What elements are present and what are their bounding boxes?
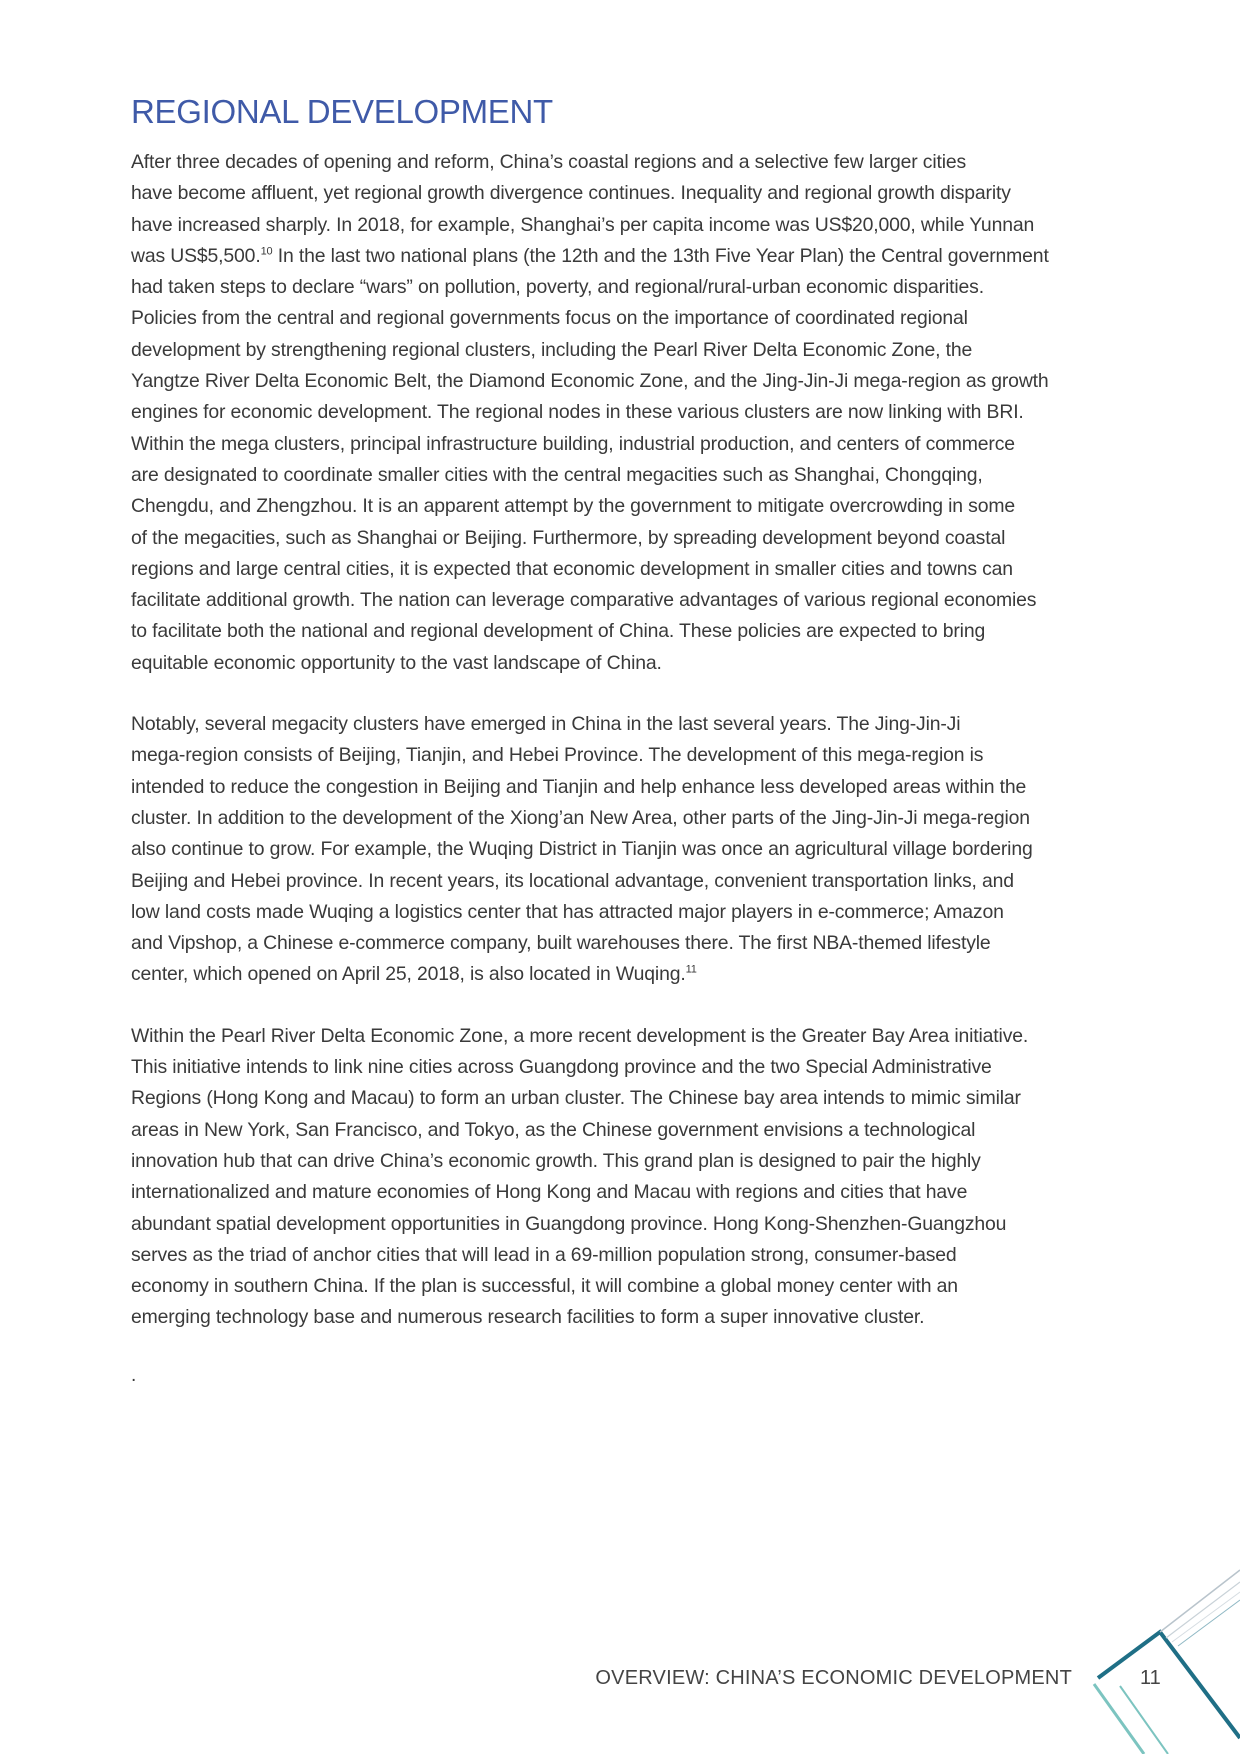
paragraph-line: cluster. In addition to the development of the Xiong’an New Area, other parts of the Jing-Jin-Ji mega-region	[131, 806, 1030, 829]
paragraph-line: Regions (Hong Kong and Macau) to form an urban cluster. The Chinese bay area intends to mimic similar	[131, 1087, 1021, 1110]
paragraph-line-start: center, which opened on April 25, 2018, is also located in Wuqing.	[131, 963, 686, 986]
paragraph-line: to facilitate both the national and regional development of China. These policies are expected to bring	[131, 620, 986, 643]
paragraph-line: mega-region consists of Beijing, Tianjin, and Hebei Province. The development of this mega-region is	[131, 744, 984, 767]
paragraph-line: internationalized and mature economies of Hong Kong and Macau with regions and cities that have	[131, 1181, 968, 1204]
corner-gray-line	[1166, 1582, 1240, 1638]
corner-teal-line	[1178, 1600, 1240, 1646]
paragraph-line: and Vipshop, a Chinese e-commerce company, built warehouses there. The first NBA-themed lifestyle	[131, 932, 991, 955]
paragraph-line: This initiative intends to link nine cities across Guangdong province and the two Special Administrative	[131, 1056, 992, 1079]
paragraph-line: regions and large central cities, it is expected that economic development in smaller cities and towns can	[131, 557, 1013, 580]
paragraph-line: have increased sharply. In 2018, for example, Shanghai’s per capita income was US$20,000, while Yunnan	[131, 213, 1035, 236]
paragraph-line: Yangtze River Delta Economic Belt, the Diamond Economic Zone, and the Jing-Jin-Ji mega-region as growth	[131, 370, 1049, 393]
paragraph-line: emerging technology base and numerous research facilities to form a super innovative cluster.	[131, 1306, 925, 1329]
paragraph-line: are designated to coordinate smaller cities with the central megacities such as Shanghai, Chongqing,	[131, 463, 983, 486]
paragraph-line: engines for economic development. The regional nodes in these various clusters are now linking with BRI.	[131, 401, 1024, 424]
paragraph-line-start: was US$5,500.	[131, 244, 261, 267]
paragraph-line: Chengdu, and Zhengzhou. It is an apparent attempt by the government to mitigate overcrowding in some	[131, 495, 1015, 518]
corner-dark-teal-stroke	[1098, 1632, 1240, 1738]
paragraph-line: Policies from the central and regional governments focus on the importance of coordinated regional	[131, 307, 968, 330]
footnote-ref-10: 10	[260, 245, 273, 258]
corner-decoration-graphic	[1080, 1560, 1240, 1754]
paragraph-line: serves as the triad of anchor cities that will lead in a 69-million population strong, consumer-based	[131, 1243, 957, 1266]
paragraph-3	[131, 1021, 1141, 1334]
paragraph-line: areas in New York, San Francisco, and Tokyo, as the Chinese government envisions a technological	[131, 1118, 976, 1141]
paragraph-line: have become affluent, yet regional growth divergence continues. Inequality and regional growth disparity	[131, 182, 1011, 205]
paragraph-line	[131, 241, 1141, 272]
paragraph-line: Within the Pearl River Delta Economic Zone, a more recent development is the Greater Bay Area initiative.	[131, 1024, 1029, 1047]
paragraph-line: Within the mega clusters, principal infrastructure building, industrial production, and centers of commerce	[131, 432, 1015, 455]
paragraph-line: facilitate additional growth. The nation can leverage comparative advantages of various regional economies	[131, 589, 1037, 612]
paragraph-line	[131, 959, 1141, 990]
paragraph-1	[131, 147, 1141, 679]
corner-light-teal-stroke	[1094, 1684, 1144, 1754]
paragraph-line: After three decades of opening and reform, China’s coastal regions and a selective few larger cities	[131, 151, 967, 173]
paragraph-line: equitable economic opportunity to the vast landscape of China.	[131, 651, 662, 674]
paragraph-line: intended to reduce the congestion in Beijing and Tianjin and help enhance less developed areas within the	[131, 775, 1027, 798]
footnote-ref-11: 11	[685, 963, 697, 976]
paragraph-2	[131, 709, 1141, 991]
paragraph-line: Notably, several megacity clusters have emerged in China in the last several years. The Jing-Jin-Ji	[131, 713, 961, 736]
body-copy	[131, 147, 1141, 1364]
paragraph-line-rest: In the last two national plans (the 12th and the 13th Five Year Plan) the Central government	[272, 244, 1049, 267]
paragraph-line: innovation hub that can drive China’s economic growth. This grand plan is designed to pair the highly	[131, 1149, 981, 1172]
paragraph-line: development by strengthening regional clusters, including the Pearl River Delta Economic Zone, the	[131, 338, 973, 361]
paragraph-line: economy in southern China. If the plan is successful, it will combine a global money center with an	[131, 1275, 958, 1298]
footer-section-title: OVERVIEW: CHINA’S ECONOMIC DEVELOPMENT	[595, 1667, 1072, 1689]
page-title: REGIONAL DEVELOPMENT	[131, 93, 553, 130]
stray-period: .	[131, 1365, 137, 1386]
paragraph-line: had taken steps to declare “wars” on pollution, poverty, and regional/rural-urban economic disparities.	[131, 276, 984, 299]
paragraph-line: abundant spatial development opportunities in Guangdong province. Hong Kong-Shenzhen-Guangzhou	[131, 1212, 1007, 1235]
paragraph-line: low land costs made Wuqing a logistics center that has attracted major players in e-commerce; Amazon	[131, 900, 1004, 923]
paragraph-line: of the megacities, such as Shanghai or Beijing. Furthermore, by spreading development beyond coastal	[131, 526, 1006, 549]
page-number: 11	[1140, 1667, 1161, 1689]
corner-gray-line	[1172, 1592, 1240, 1642]
paragraph-line: also continue to grow. For example, the Wuqing District in Tianjin was once an agricultural village bordering	[131, 838, 1033, 861]
corner-teal-line	[1120, 1686, 1168, 1754]
paragraph-line: Beijing and Hebei province. In recent years, its locational advantage, convenient transportation links, and	[131, 869, 1014, 892]
